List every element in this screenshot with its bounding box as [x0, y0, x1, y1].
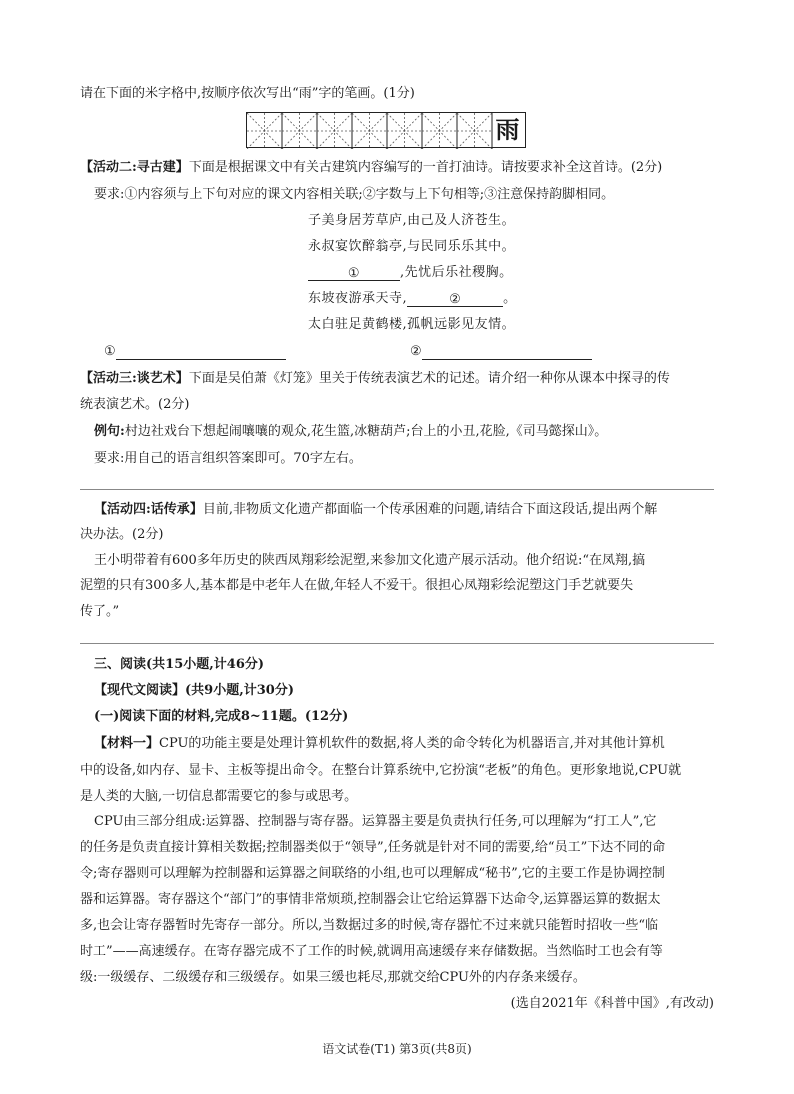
activity2-requirements: 要求:①内容须与上下句对应的课文内容相关联;②字数与上下句相等;③注意保持韵脚相同。 [94, 187, 615, 202]
poem-line-4-head: 东坡夜游承天寺, [308, 291, 408, 306]
poem-line-2: 永叔宴饮醉翁亭,与民同乐乐其中。 [308, 239, 516, 254]
answer-line-activity3[interactable] [80, 489, 714, 490]
activity4-text-1: 目前,非物质文化遗产都面临一个传承困难的问题,请结合下面这段话,提出两个解 [202, 502, 658, 517]
material1-text-1: CPU的功能主要是处理计算机软件的数据,将人类的命令转化为机器语言,并对其他计算机 [159, 736, 665, 751]
section3-title: 三、阅读(共15小题,计46分) [94, 657, 265, 672]
material1-p2-line-7: 级:一级缓存、二级缓存和三级缓存。如果三缓也耗尽,那就交给CPU外的内存条来缓存。 [80, 970, 586, 985]
modern-reading-title: 【现代文阅读】(共9小题,计30分) [94, 683, 294, 698]
activity4-text-2: 决办法。(2分) [80, 527, 164, 542]
activity4-intro [94, 502, 657, 518]
activity3-intro [80, 371, 670, 387]
material1-source: (选自2021年《科普中国》,有改动) [510, 996, 714, 1011]
activity2-heading: 【活动二:寻古建】 [80, 160, 189, 175]
material1-line-2: 中的设备,如内存、显卡、主板等提出命令。在整台计算系统中,它扮演“老板”的角色。更形象地说,CPU就 [80, 763, 682, 778]
activity4-para-1: 王小明带着有600多年历史的陕西凤翔彩绘泥塑,来参加文化遗产展示活动。他介绍说:“在凤翔,搞 [94, 553, 646, 568]
poem-blank-1[interactable] [308, 266, 400, 281]
answer-1-blank[interactable] [116, 345, 286, 360]
answer-1-mark: ① [104, 344, 116, 359]
activity4-heading: 【活动四:话传承】 [94, 502, 203, 517]
answer-line-activity4[interactable] [80, 643, 714, 644]
poem-line-3-tail: ,先忧后乐社稷胸。 [400, 265, 513, 280]
answer-line-1[interactable] [104, 344, 286, 360]
material1-p2-line-2: 的任务是负责直接计算相关数据;控制器类似于“领导”,任务就是针对不同的需要,给“员工”下达不同的命 [80, 840, 666, 855]
poem-blank-1-mark: ① [347, 266, 361, 281]
poem-blank-2[interactable] [407, 292, 503, 307]
material1-p2-line-6: 时工”——高速缓存。在寄存器完成不了工作的时候,就调用高速缓存来存储数据。当然临时工也会有等 [80, 944, 663, 959]
activity4-para-2: 泥塑的只有300多人,基本都是中老年人在做,年轻人不爱干。很担心凤翔彩绘泥塑这门手艺就要失 [80, 578, 634, 593]
material1-line-1 [94, 736, 665, 752]
poem-line-1: 子美身居芳草庐,由己及人济苍生。 [308, 213, 516, 228]
part1-title: (一)阅读下面的材料,完成8~11题。(12分) [94, 709, 349, 724]
activity3-requirement: 要求:用自己的语言组织答案即可。70字左右。 [94, 451, 362, 466]
answer-line-2[interactable] [410, 344, 592, 360]
activity2-text: 下面是根据课文中有关古建筑内容编写的一首打油诗。请按要求补全这首诗。(2分) [188, 160, 663, 175]
example-text: 村边社戏台下想起闹嚷嚷的观众,花生篮,冰糖葫芦;台上的小丑,花脸,《司马懿探山》。 [124, 424, 608, 439]
activity3-example [94, 424, 607, 440]
poem-line-4-tail: 。 [503, 291, 517, 306]
poem-line-3 [308, 265, 513, 281]
activity3-text-1: 下面是吴伯萧《灯笼》里关于传统表演艺术的记述。请介绍一种你从课本中探寻的传 [188, 371, 670, 386]
mi-grid-lines [247, 113, 527, 149]
activity2-intro [80, 160, 662, 176]
example-label: 例句: [94, 424, 125, 439]
mi-character-grid[interactable] [246, 112, 526, 148]
answer-2-blank[interactable] [422, 345, 592, 360]
poem-line-4 [308, 291, 517, 307]
answer-2-mark: ② [410, 344, 422, 359]
page-footer: 语文试卷(T1) 第3页(共8页) [322, 1042, 472, 1056]
material1-p2-line-5: 多,也会让寄存器暂时先寄存一部分。所以,当数据过多的时候,寄存器忙不过来就只能暂时招收一些“临 [80, 918, 659, 933]
activity3-heading: 【活动三:谈艺术】 [80, 371, 189, 386]
stroke-question: 请在下面的米字格中,按顺序依次写出“雨”字的笔画。(1分) [80, 86, 415, 101]
grid-character: 雨 [495, 115, 520, 144]
poem-line-5: 太白驻足黄鹤楼,孤帆远影见友情。 [308, 317, 516, 332]
material1-p2-line-1: CPU由三部分组成:运算器、控制器与寄存器。运算器主要是负责执行任务,可以理解为“打工人”,它 [94, 814, 657, 829]
poem-blank-2-mark: ② [449, 292, 462, 307]
activity3-text-2: 统表演艺术。(2分) [80, 397, 190, 412]
material1-heading: 【材料一】 [94, 736, 160, 751]
activity4-para-3: 传了。” [80, 604, 120, 619]
material1-p2-line-4: 器和运算器。寄存器这个“部门”的事情非常烦琐,控制器会让它给运算器下达命令,运算器运算的数据太 [80, 892, 661, 907]
material1-p2-line-3: 令;寄存器则可以理解为控制器和运算器之间联络的小组,也可以理解成“秘书”,它的主要工作是协调控制 [80, 866, 665, 881]
material1-line-3: 是人类的大脑,一切信息都需要它的参与或思考。 [80, 789, 358, 804]
